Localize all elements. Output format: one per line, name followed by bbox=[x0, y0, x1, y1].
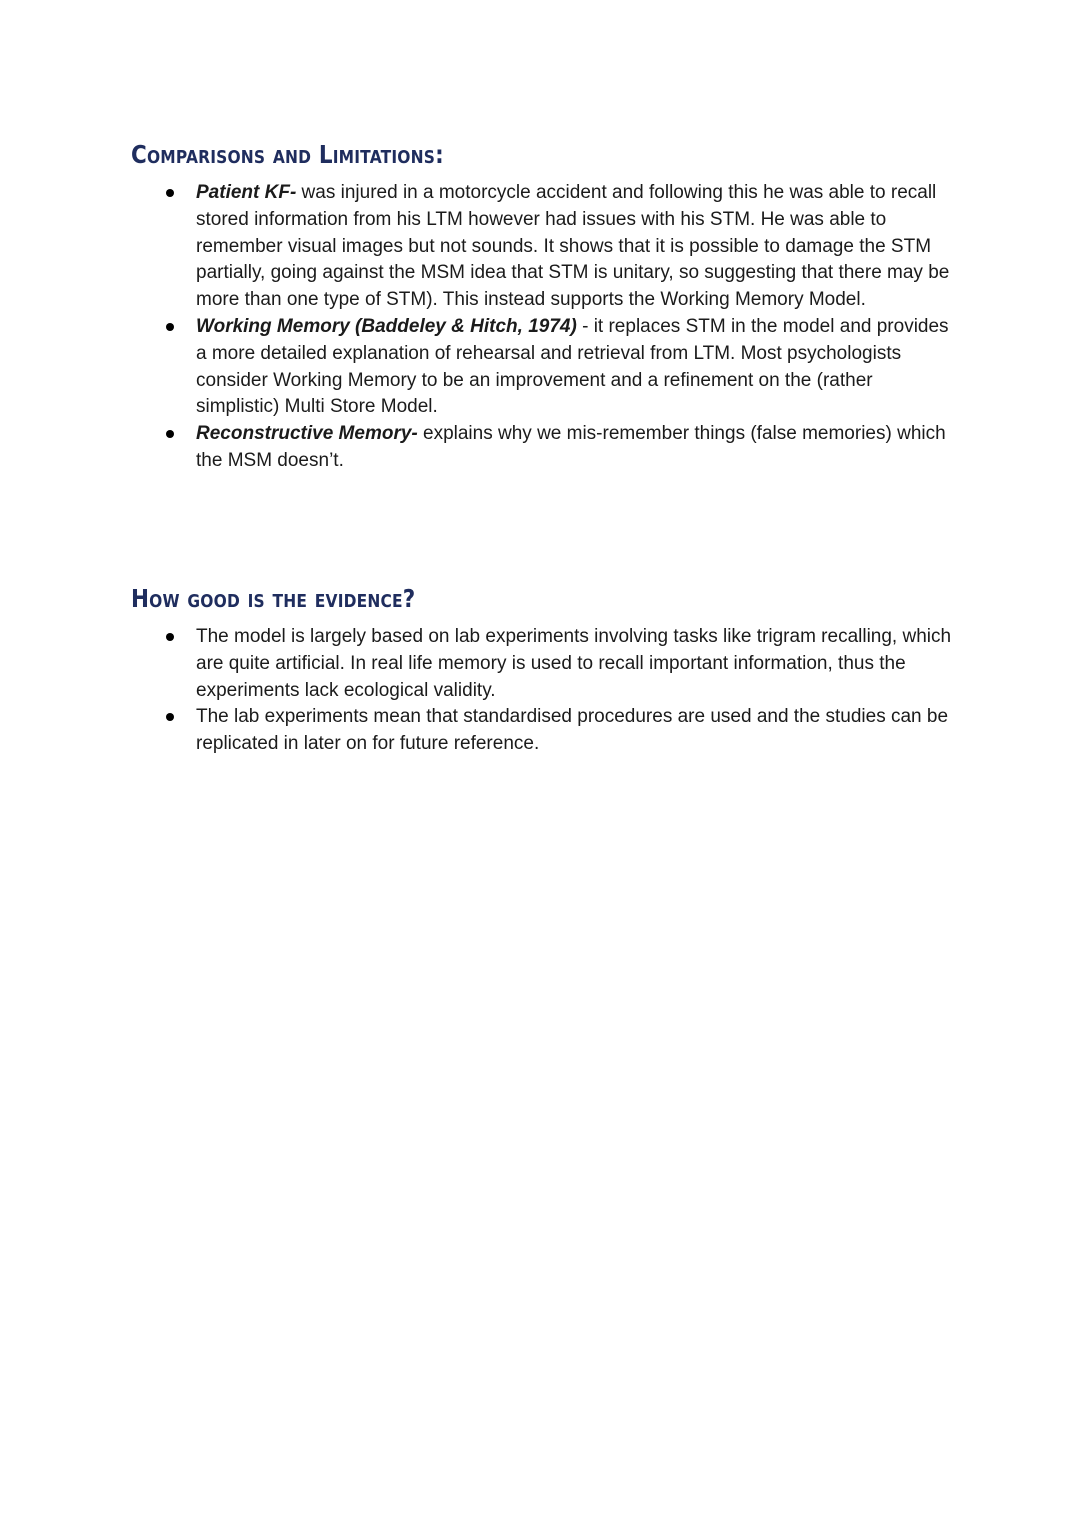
item-term: Working Memory (Baddeley & Hitch, 1974) bbox=[196, 315, 577, 337]
evidence-section bbox=[131, 582, 961, 758]
item-term: Patient KF- bbox=[196, 182, 297, 203]
bullet-icon bbox=[166, 323, 174, 331]
list-item bbox=[131, 180, 961, 314]
bullet-icon bbox=[166, 430, 174, 438]
evidence-heading: How good is the evidence? bbox=[131, 584, 416, 613]
item-text: The model is largely based on lab experiments involving tasks like trigram recalling, which are quite artificial. In real life memory is used to recall important information, thus the experiments lack ecological validity. bbox=[196, 626, 952, 701]
comparisons-section bbox=[131, 138, 961, 475]
item-term: Reconstructive Memory- bbox=[196, 423, 418, 445]
comparisons-heading: Comparisons and Limitations: bbox=[131, 140, 444, 169]
item-separator: - bbox=[576, 315, 594, 337]
list-item bbox=[131, 624, 961, 704]
bullet-icon bbox=[166, 713, 174, 721]
item-text: it replaces STM in the model and provides a more detailed explanation of rehearsal and retrieval from LTM. Most psychologists consider Working Memory to be an improvement and a refinement on the (rather simplistic) Multi Store Model. bbox=[196, 315, 949, 418]
bullet-icon bbox=[166, 633, 174, 641]
list-item bbox=[131, 421, 961, 475]
item-text: The lab experiments mean that standardised procedures are used and the studies can be replicated in later on for future reference. bbox=[196, 706, 949, 755]
list-item bbox=[131, 314, 961, 421]
evidence-list bbox=[131, 624, 961, 758]
item-text: explains why we mis-remember things (false memories) which the MSM doesn’t. bbox=[196, 423, 946, 471]
comparisons-list bbox=[131, 180, 961, 475]
item-text: was injured in a motorcycle accident and following this he was able to recall stored information from his LTM however had issues with his STM. He was able to remember visual images but not sounds. It shows that it is possible to damage the STM partially, going against the MSM idea that STM is unitary, so suggesting that there may be more than one type of STM). This instead supports the Working Memory Model. bbox=[196, 182, 950, 311]
list-item bbox=[131, 704, 961, 758]
bullet-icon bbox=[166, 189, 174, 197]
